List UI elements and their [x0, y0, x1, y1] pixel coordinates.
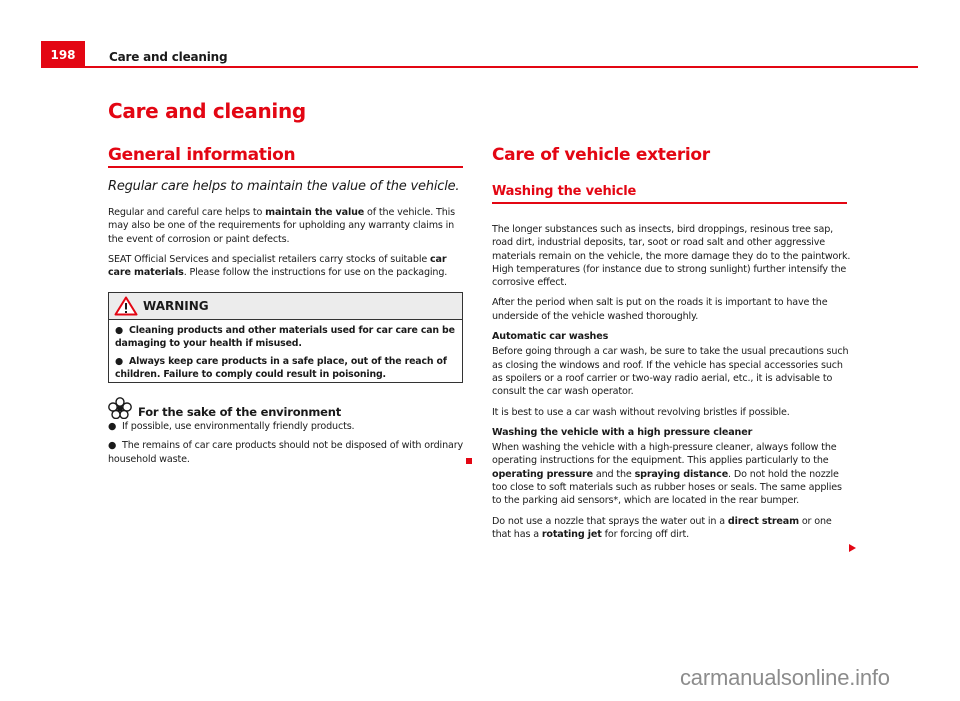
general-info-body	[108, 206, 468, 286]
section-end-marker-icon	[466, 458, 472, 464]
section-title-general-information: General information	[108, 145, 296, 165]
warning-triangle-icon	[114, 296, 138, 316]
environment-item: ● The remains of car care products should not be disposed of with ordinary household waste.	[108, 440, 464, 465]
page-number-badge: 198	[41, 41, 85, 67]
warning-item: ● Always keep care products in a safe place, out of the reach of children. Failure to comply could result in poisoning.	[115, 356, 447, 380]
paragraph: After the period when salt is put on the roads it is important to have the underside of the vehicle washed thoroughly.	[492, 297, 828, 322]
section-rule	[108, 166, 463, 168]
paragraph: Do not use a nozzle that sprays the water out in a direct stream or one that has a rotating jet for forcing off dirt.	[492, 515, 832, 540]
environment-title: For the sake of the environment	[138, 405, 342, 419]
paragraph: It is best to use a car wash without revolving bristles if possible.	[492, 406, 790, 418]
section-title-care-of-vehicle-exterior: Care of vehicle exterior	[492, 145, 710, 165]
paragraph-heading: Washing the vehicle with a high pressure cleaner	[492, 426, 753, 438]
paragraph: Regular and careful care helps to maintain the value of the vehicle. This may also be one of the requirements for upholding any warranty claims in the event of corrosion or paint defects.	[108, 207, 456, 245]
washing-body	[492, 223, 852, 548]
lead-text: Regular care helps to maintain the value of the vehicle.	[108, 179, 460, 194]
watermark: carmanualsonline.info	[680, 665, 890, 690]
flower-icon	[108, 397, 132, 419]
paragraph: Before going through a car wash, be sure to take the usual precautions such as closing the windows and roof. If the vehicle has special accessories such as spoilers or a roof carrier or two-way radio aerial, etc., it is advisable to consult the car wash operator.	[492, 346, 849, 398]
subsection-rule	[492, 202, 847, 204]
continue-arrow-icon	[849, 544, 856, 552]
environment-item: ● If possible, use environmentally friendly products.	[108, 421, 355, 432]
warning-header	[109, 293, 462, 320]
running-title: Care and cleaning	[109, 50, 228, 64]
warning-title: WARNING	[143, 299, 209, 313]
environment-list	[108, 420, 468, 472]
subsection-title-washing: Washing the vehicle	[492, 184, 637, 199]
paragraph-heading: Automatic car washes	[492, 331, 609, 343]
paragraph: The longer substances such as insects, bird droppings, resinous tree sap, road dirt, industrial deposits, tar, soot or road salt and other aggressive materials remain on the vehicle, the more damage they do to the paintwork. High temperatures (for instance due to strong sunlight) further intensify the corrosive effect.	[492, 224, 851, 289]
chapter-title: Care and cleaning	[108, 99, 306, 123]
warning-box	[108, 292, 463, 383]
paragraph: SEAT Official Services and specialist retailers carry stocks of suitable car care materials. Please follow the instructions for use on the packaging.	[108, 253, 448, 279]
warning-item: ● Cleaning products and other materials used for car care can be damaging to your health if misused.	[115, 325, 455, 349]
header-rule	[41, 66, 918, 68]
paragraph: When washing the vehicle with a high-pressure cleaner, always follow the operating instructions for the equipment. This applies particularly to the operating pressure and the spraying distance. Do not hold the nozzle too close to soft materials such as rubber hoses or seals. The same applies to the parking aid sensors*, which are located in the rear bumper.	[492, 442, 842, 507]
warning-list	[109, 320, 462, 381]
